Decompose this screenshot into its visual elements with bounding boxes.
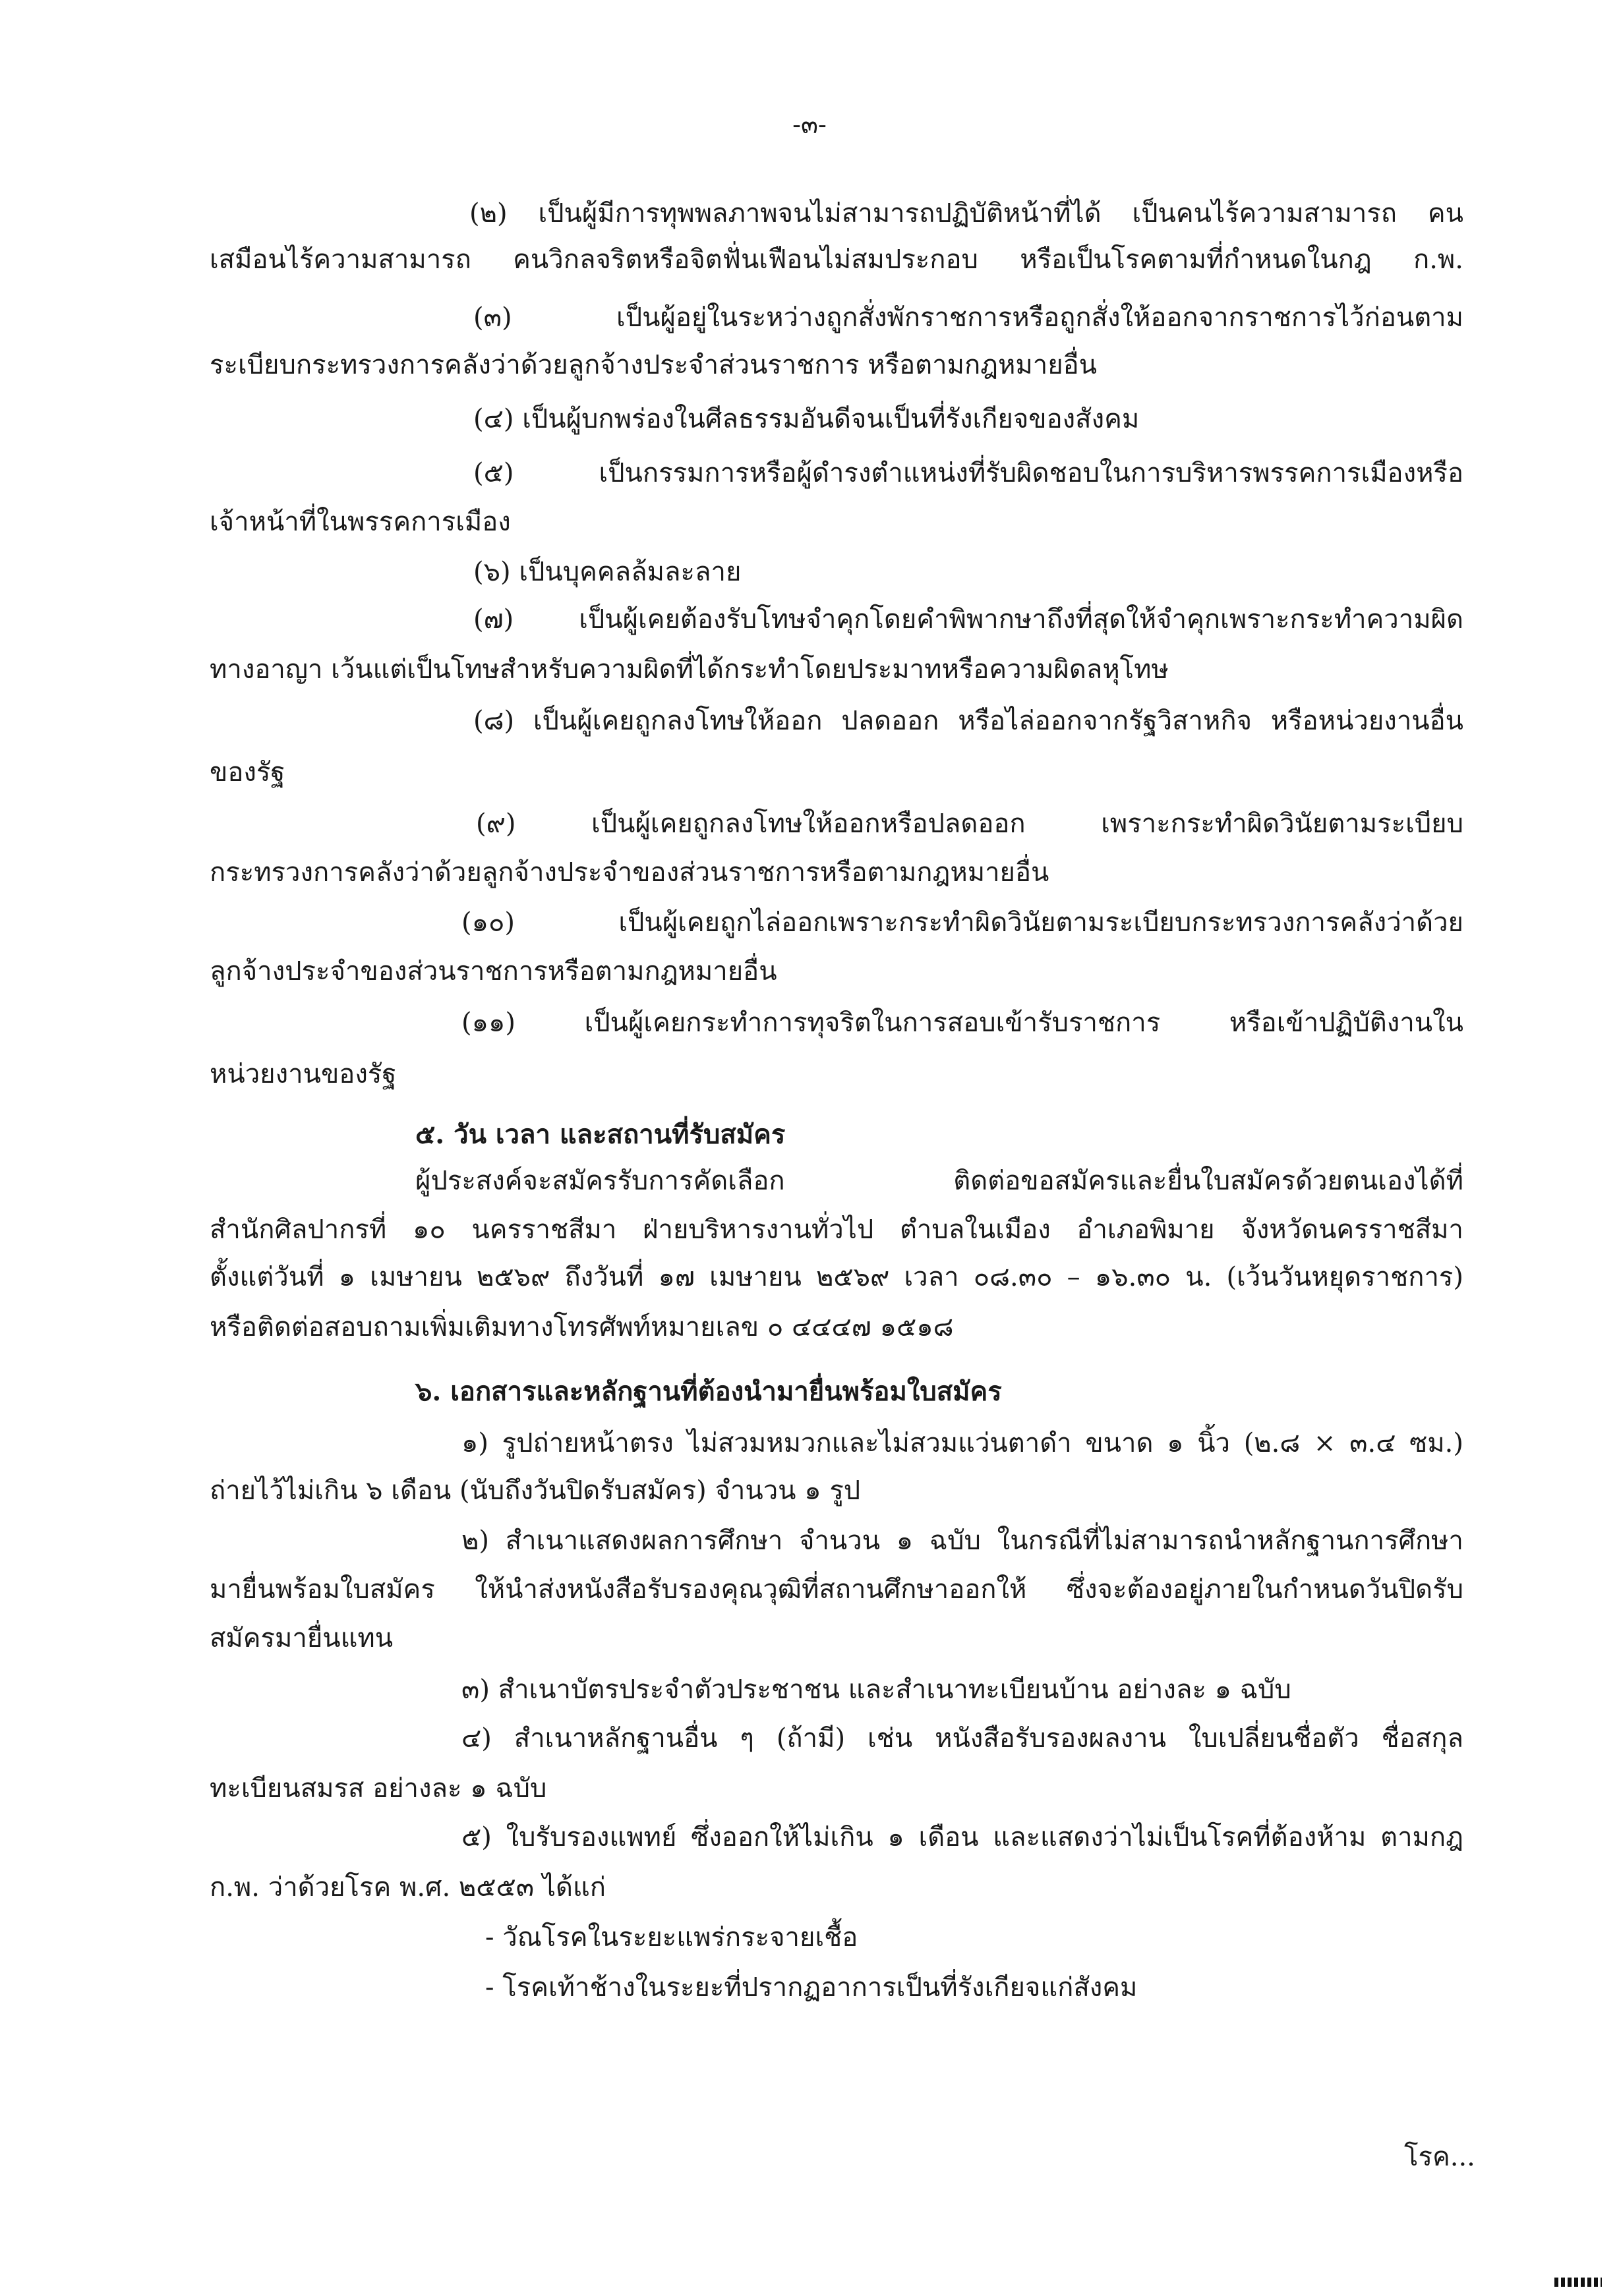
list-item: - วัณโรคในระยะแพร่กระจายเชื้อ (485, 1922, 858, 1953)
text-line: สมัครมายื่นแทน (210, 1623, 394, 1653)
text-line: ตั้งแต่วันที่ ๑ เมษายน ๒๕๖๙ ถึงวันที่ ๑๗ เมษายน ๒๕๖๙ เวลา ๐๘.๓๐ – ๑๖.๓๐ น. (เว้นวันหยุดราชการ) (210, 1262, 1463, 1292)
text-line: (๔) เป็นผู้บกพร่องในศีลธรรมอันดีจนเป็นที่รังเกียจของสังคม (473, 404, 1140, 434)
text-line: เจ้าหน้าที่ในพรรคการเมือง (210, 507, 511, 537)
text-line: เสมือนไร้ความสามารถ คนวิกลจริตหรือจิตฟั่นเฟือนไม่สมประกอบ หรือเป็นโรคตามที่กำหนดในกฎ ก.พ. (210, 244, 1463, 275)
text-line: ๒) สำเนาแสดงผลการศึกษา จำนวน ๑ ฉบับ ในกรณีที่ไม่สามารถนำหลักฐานการศึกษา (461, 1526, 1463, 1556)
text-line: หรือติดต่อสอบถามเพิ่มเติมทางโทรศัพท์หมายเลข ๐ ๔๔๔๗ ๑๕๑๘ (210, 1312, 954, 1342)
scan-mark (1554, 2278, 1602, 2287)
text-line: (๙) เป็นผู้เคยถูกลงโทษให้ออกหรือปลดออก เพราะกระทำผิดวินัยตามระเบียบ (476, 809, 1463, 839)
text-line: ของรัฐ (210, 757, 285, 788)
continuation-marker: โรค... (1404, 2142, 1475, 2172)
text-line: (๗) เป็นผู้เคยต้องรับโทษจำคุกโดยคำพิพากษาถึงที่สุดให้จำคุกเพราะกระทำความผิด (473, 604, 1463, 635)
text-line: ก.พ. ว่าด้วยโรค พ.ศ. ๒๕๕๓ ได้แก่ (210, 1872, 606, 1903)
text-line: (๑๑) เป็นผู้เคยกระทำการทุจริตในการสอบเข้ารับราชการ หรือเข้าปฏิบัติงานใน (461, 1008, 1463, 1038)
section-heading: ๕. วัน เวลา และสถานที่รับสมัคร (415, 1119, 786, 1150)
section-heading: ๖. เอกสารและหลักฐานที่ต้องนำมายื่นพร้อมใบสมัคร (415, 1376, 1002, 1407)
text-line: ๔) สำเนาหลักฐานอื่น ๆ (ถ้ามี) เช่น หนังสือรับรองผลงาน ใบเปลี่ยนชื่อตัว ชื่อสกุล (461, 1723, 1463, 1754)
text-line: ระเบียบกระทรวงการคลังว่าด้วยลูกจ้างประจำส่วนราชการ หรือตามกฎหมายอื่น (210, 350, 1098, 380)
text-line: (๕) เป็นกรรมการหรือผู้ดำรงตำแหน่งที่รับผิดชอบในการบริหารพรรคการเมืองหรือ (473, 458, 1463, 488)
text-line: (๘) เป็นผู้เคยถูกลงโทษให้ออก ปลดออก หรือไล่ออกจากรัฐวิสาหกิจ หรือหน่วยงานอื่น (473, 706, 1463, 736)
text-line: ทะเบียนสมรส อย่างละ ๑ ฉบับ (210, 1773, 547, 1804)
text-line: (๓) เป็นผู้อยู่ในระหว่างถูกสั่งพักราชการหรือถูกสั่งให้ออกจากราชการไว้ก่อนตาม (473, 302, 1463, 333)
text-line: ลูกจ้างประจำของส่วนราชการหรือตามกฎหมายอื่น (210, 956, 777, 987)
text-line: ๕) ใบรับรองแพทย์ ซึ่งออกให้ไม่เกิน ๑ เดือน และแสดงว่าไม่เป็นโรคที่ต้องห้าม ตามกฎ (461, 1822, 1463, 1852)
text-line: (๑๐) เป็นผู้เคยถูกไล่ออกเพราะกระทำผิดวินัยตามระเบียบกระทรวงการคลังว่าด้วย (461, 907, 1463, 938)
text-line: ๓) สำเนาบัตรประจำตัวประชาชน และสำเนาทะเบียนบ้าน อย่างละ ๑ ฉบับ (461, 1675, 1291, 1705)
text-line: ทางอาญา เว้นแต่เป็นโทษสำหรับความผิดที่ได้กระทำโดยประมาทหรือความผิดลหุโทษ (210, 654, 1169, 685)
text-line: (๖) เป็นบุคคลล้มละลาย (473, 557, 742, 587)
text-line: สำนักศิลปากรที่ ๑๐ นครราชสีมา ฝ่ายบริหารงานทั่วไป ตำบลในเมือง อำเภอพิมาย จังหวัดนครราชสีมา (210, 1215, 1463, 1245)
list-item: - โรคเท้าช้างในระยะที่ปรากฏอาการเป็นที่รังเกียจแก่สังคม (485, 1972, 1138, 2003)
text-line: มายื่นพร้อมใบสมัคร ให้นำส่งหนังสือรับรองคุณวุฒิที่สถานศึกษาออกให้ ซึ่งจะต้องอยู่ภายในกำหนดวันปิดรับ (210, 1574, 1463, 1605)
text-line: หน่วยงานของรัฐ (210, 1059, 397, 1089)
text-line: ผู้ประสงค์จะสมัครรับการคัดเลือก ติดต่อขอสมัครและยื่นใบสมัครด้วยตนเองได้ที่ (415, 1166, 1463, 1196)
text-line: ถ่ายไว้ไม่เกิน ๖ เดือน (นับถึงวันปิดรับสมัคร) จำนวน ๑ รูป (210, 1476, 861, 1506)
text-line: กระทรวงการคลังว่าด้วยลูกจ้างประจำของส่วนราชการหรือตามกฎหมายอื่น (210, 857, 1049, 888)
text-line: (๒) เป็นผู้มีการทุพพลภาพจนไม่สามารถปฏิบัติหน้าที่ได้ เป็นคนไร้ความสามารถ คน (469, 198, 1463, 229)
text-line: ๑) รูปถ่ายหน้าตรง ไม่สวมหมวกและไม่สวมแว่นตาดำ ขนาด ๑ นิ้ว (๒.๘ × ๓.๔ ซม.) (461, 1428, 1463, 1458)
page-number: -๓- (792, 110, 827, 139)
